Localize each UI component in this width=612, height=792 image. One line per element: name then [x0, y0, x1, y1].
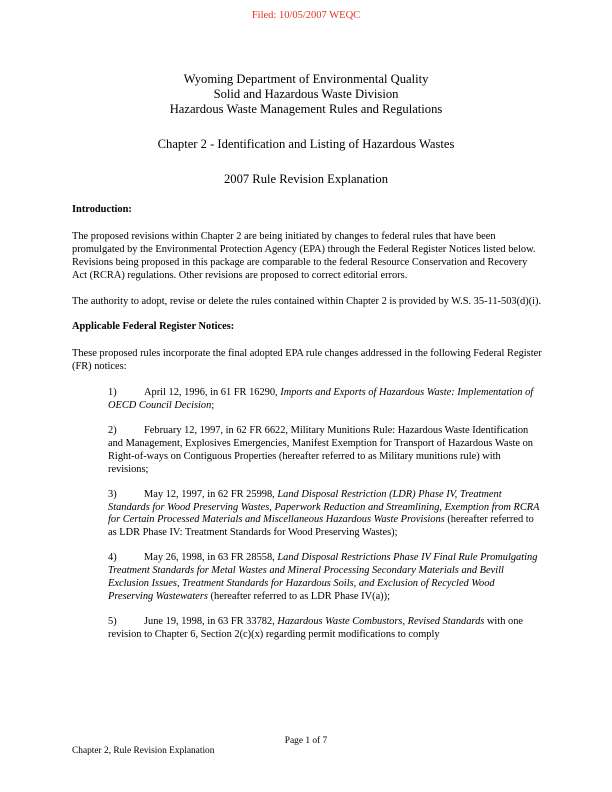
notice-number: 5) [108, 615, 117, 627]
notice-citation: April 12, 1996, in 61 FR 16290, [144, 387, 281, 399]
notice-rest: (hereafter referred to as LDR Phase IV(a)); [207, 590, 390, 602]
notice-number: 4) [108, 552, 117, 564]
page-number: Page 1 of 7 [284, 736, 328, 746]
notice-citation: June 19, 1998, in 63 FR 33782, [144, 615, 278, 627]
notice-number: 1) [108, 387, 117, 399]
federal-register-heading: Applicable Federal Register Notices: [72, 321, 235, 333]
notice-title: Hazardous Waste Combustors, Revised Standards [277, 615, 485, 627]
notice-citation: May 12, 1997, in 62 FR 25998, [144, 488, 278, 500]
notice-title: Land Disposal Restriction (LDR) Phase IV, Treatment Standards for Wood Preserving Wastes, Paperwork Reduction and Streamlining, Exemption from RCRA for Certain Processed Materials and Miscellaneous Hazardous Waste Provisions [108, 488, 540, 526]
notice-item [108, 616, 542, 642]
rules-line: Hazardous Waste Management Rules and Regulations [169, 102, 443, 116]
notice-citation: May 26, 1998, in 63 FR 28558, [144, 552, 278, 564]
notice-number: 2) [108, 424, 117, 436]
notice-item [108, 489, 542, 541]
division-line: Solid and Hazardous Waste Division [213, 87, 399, 101]
chapter-title: Chapter 2 - Identification and Listing of Hazardous Wastes [157, 137, 455, 151]
federal-register-intro: These proposed rules incorporate the final adopted EPA rule changes addressed in the following Federal Register (FR) notices: [72, 348, 542, 373]
notice-item [108, 387, 542, 413]
revision-title: 2007 Rule Revision Explanation [223, 172, 389, 186]
notice-rest: ; [211, 400, 215, 412]
notice-citation: February 12, 1997, in 62 FR 6622, Military Munitions Rule: Hazardous Waste Identification and Management, Explosives Emergencies, Manifest Exemption for Transport of Hazardous Waste on Right-of-ways on Contiguous Properties (hereafter referred to as Military munitions rule) with revisions; [108, 424, 533, 475]
notice-number: 3) [108, 488, 117, 500]
document-body [72, 204, 542, 654]
introduction-paragraph: The proposed revisions within Chapter 2 are being initiated by changes to federal rules that have been promulgated by the Environmental Protection Agency (EPA) through the Federal Register Notices listed below. Revisions being proposed in this package are comparable to the federal Resource Conservation and Recovery Act (RCRA) regulations. Other revisions are proposed to correct editorial errors. [72, 230, 536, 281]
document-header [0, 72, 612, 117]
notice-item [108, 552, 542, 604]
filed-stamp: Filed: 10/05/2007 WEQC [251, 10, 361, 21]
footer-label: Chapter 2, Rule Revision Explanation [72, 746, 215, 756]
notice-rest: (hereafter referred to as LDR Phase IV: Treatment Standards for Wood Preserving Wastes); [108, 514, 534, 539]
notice-rest: with one revision to Chapter 6, Section 2(c)(x) regarding permit modifications to comply [108, 615, 523, 640]
notice-item [108, 425, 542, 477]
notice-title: Imports and Exports of Hazardous Waste: Implementation of OECD Council Decision [108, 387, 534, 412]
introduction-heading: Introduction: [72, 204, 132, 215]
agency-line: Wyoming Department of Environmental Quality [183, 72, 429, 86]
authority-paragraph: The authority to adopt, revise or delete the rules contained within Chapter 2 is provided by W.S. 35-11-503(d)(i). [72, 295, 542, 307]
notice-title: Land Disposal Restrictions Phase IV Final Rule Promulgating Treatment Standards for Metal Wastes and Mineral Processing Secondary Materials and Bevill Exclusion Issues, Treatment Standards for Hazardous Soils, and Exclusion of Recycled Wood Preserving Wastewaters [108, 552, 538, 602]
